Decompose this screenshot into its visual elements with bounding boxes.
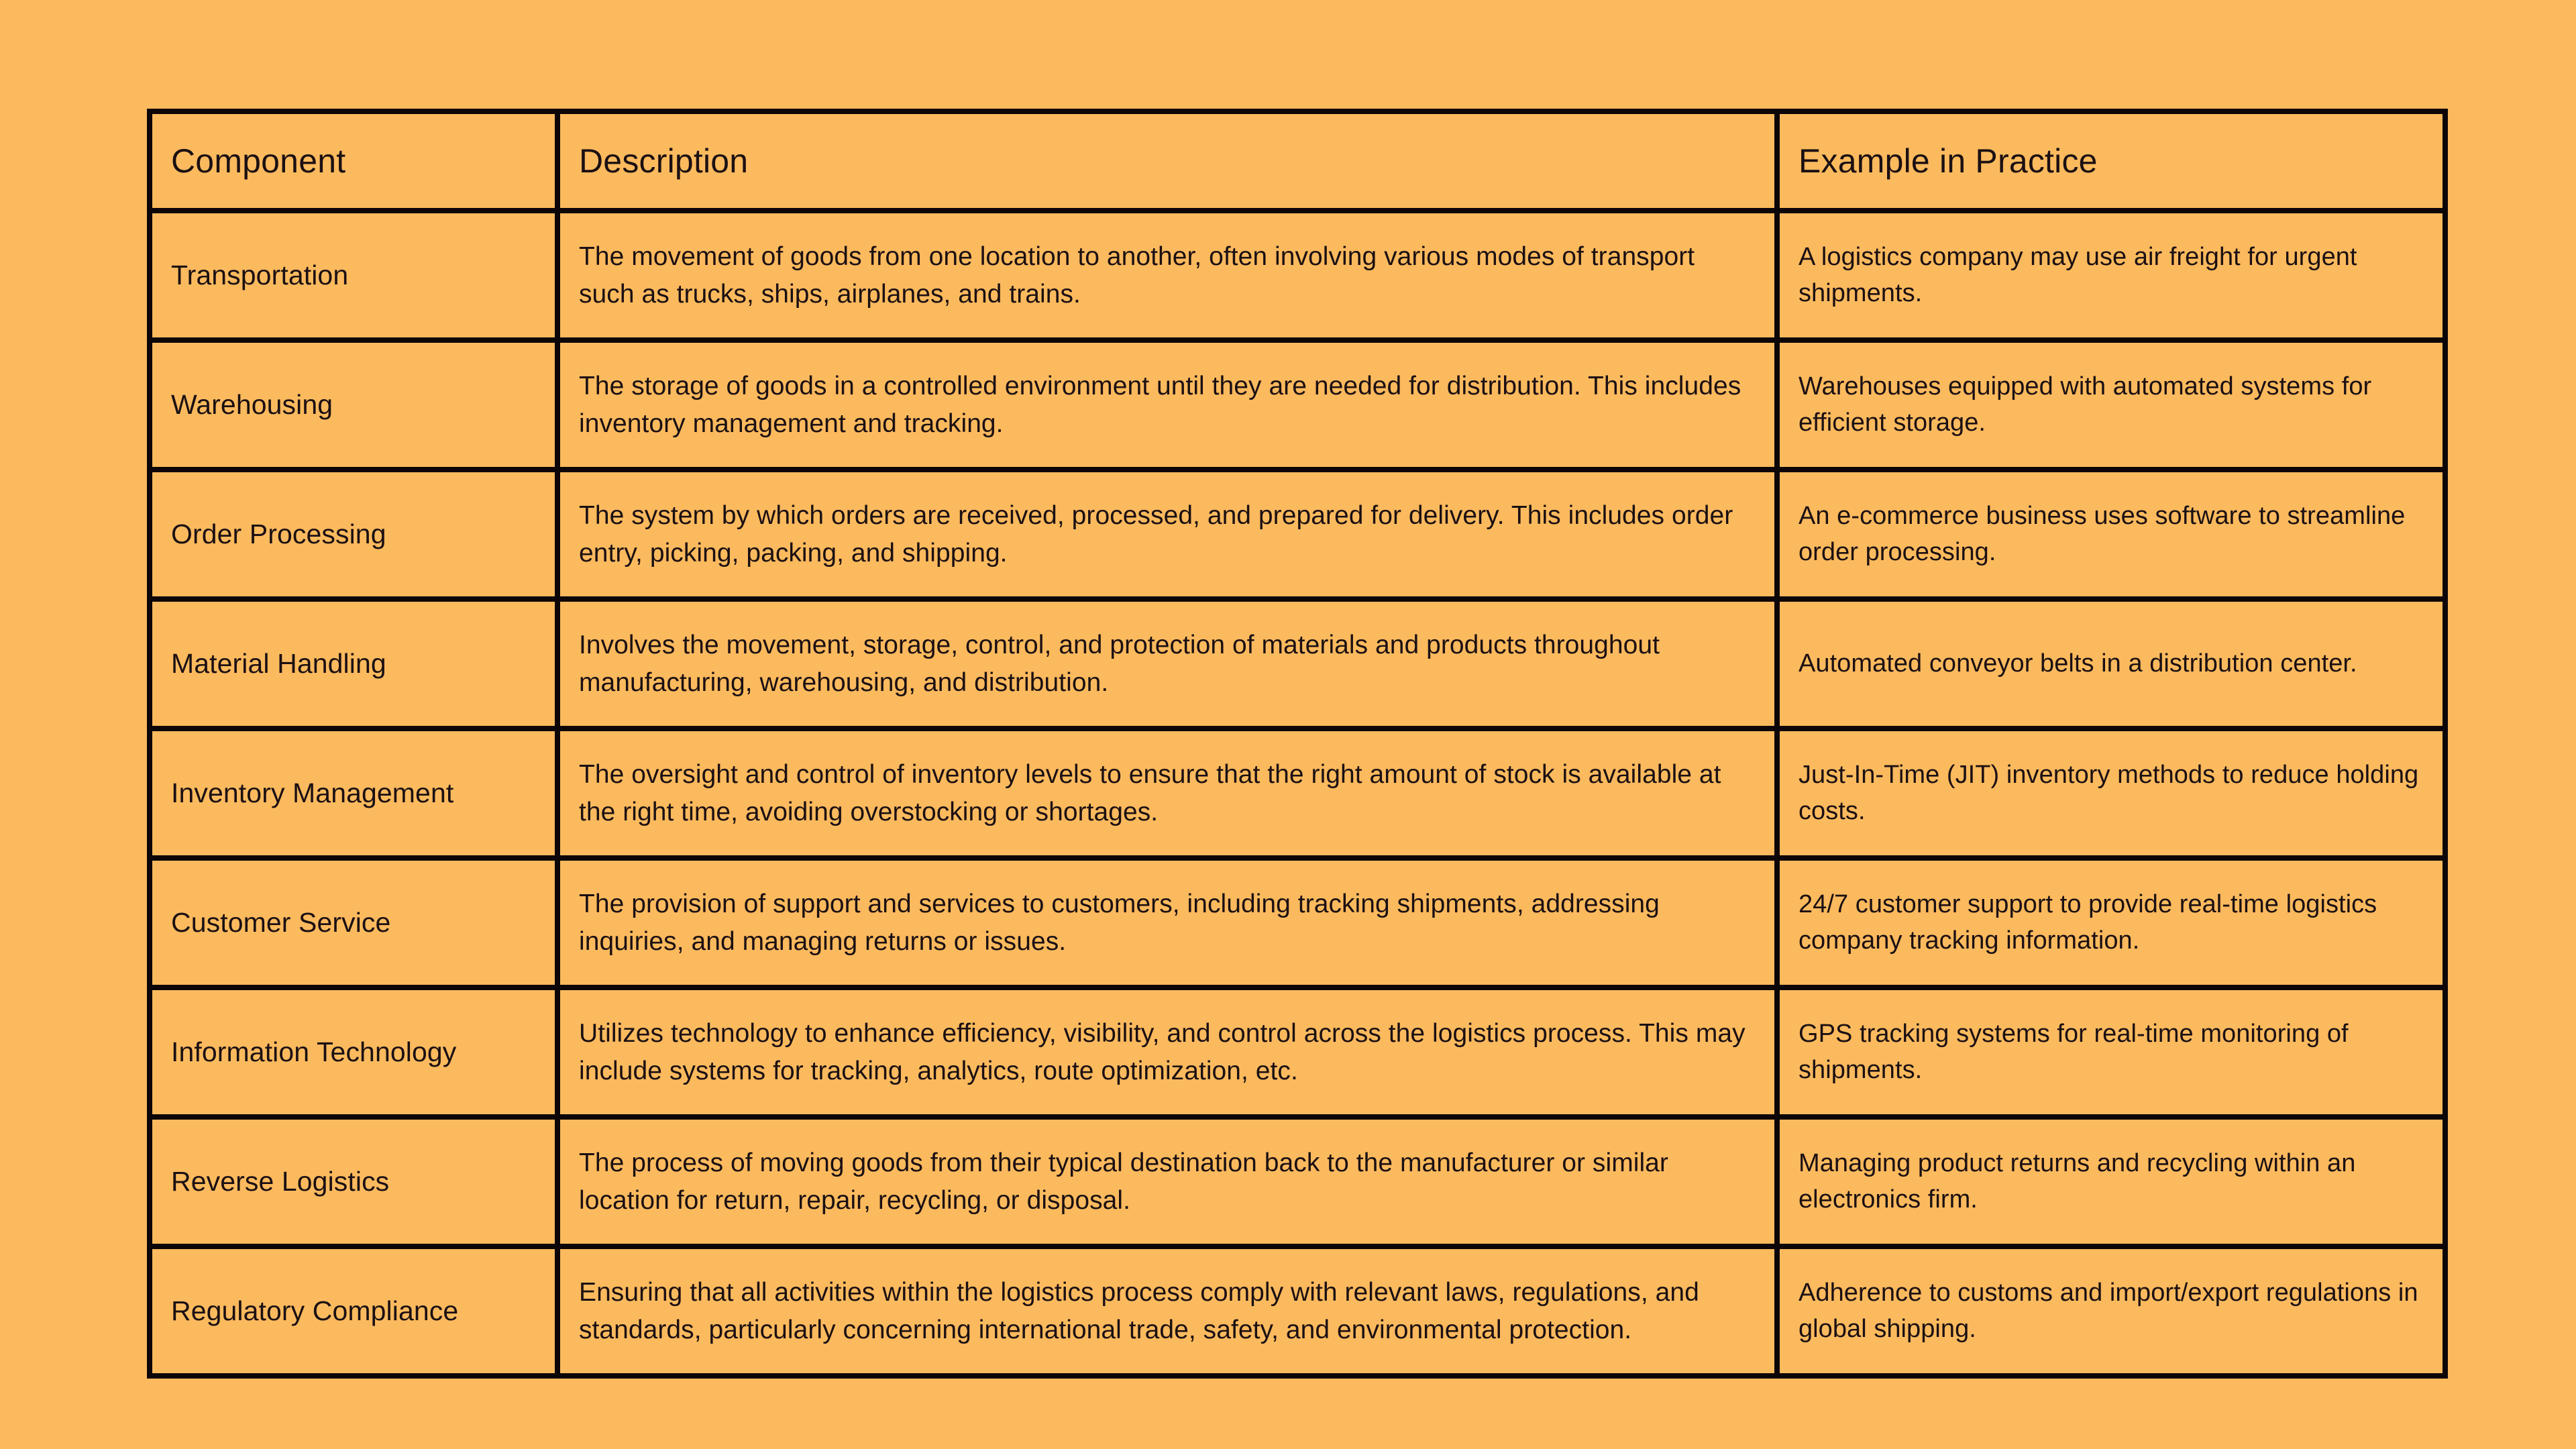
cell-example: Managing product returns and recycling within an electronics firm. bbox=[1777, 1117, 2445, 1246]
cell-component: Inventory Management bbox=[150, 729, 557, 858]
cell-component: Regulatory Compliance bbox=[150, 1246, 557, 1376]
table-row bbox=[150, 1246, 2445, 1376]
cell-component: Reverse Logistics bbox=[150, 1117, 557, 1246]
table-row bbox=[150, 599, 2445, 729]
cell-component: Information Technology bbox=[150, 987, 557, 1117]
cell-description: Involves the movement, storage, control, and protection of materials and products throughout manufacturing, warehousing, and distribution. bbox=[557, 599, 1777, 729]
table-row bbox=[150, 729, 2445, 858]
cell-example: Adherence to customs and import/export regulations in global shipping. bbox=[1777, 1246, 2445, 1376]
table-row bbox=[150, 211, 2445, 340]
table-body bbox=[150, 211, 2445, 1376]
column-header-component: Component bbox=[150, 111, 557, 211]
table-header-row bbox=[150, 111, 2445, 211]
cell-component: Transportation bbox=[150, 211, 557, 340]
cell-description: The provision of support and services to customers, including tracking shipments, addressing inquiries, and managing returns or issues. bbox=[557, 858, 1777, 987]
cell-example: Warehouses equipped with automated systems for efficient storage. bbox=[1777, 340, 2445, 470]
cell-description: The storage of goods in a controlled environment until they are needed for distribution. This includes inventory management and tracking. bbox=[557, 340, 1777, 470]
table-row bbox=[150, 340, 2445, 470]
cell-example: 24/7 customer support to provide real-time logistics company tracking information. bbox=[1777, 858, 2445, 987]
cell-example: An e-commerce business uses software to streamline order processing. bbox=[1777, 470, 2445, 599]
table-row bbox=[150, 858, 2445, 987]
logistics-components-table-container bbox=[147, 109, 2443, 1379]
cell-description: The process of moving goods from their typical destination back to the manufacturer or similar location for return, repair, recycling, or disposal. bbox=[557, 1117, 1777, 1246]
table-row bbox=[150, 470, 2445, 599]
logistics-components-table bbox=[147, 109, 2448, 1379]
cell-description: Utilizes technology to enhance efficiency, visibility, and control across the logistics process. This may include systems for tracking, analytics, route optimization, etc. bbox=[557, 987, 1777, 1117]
cell-description: The system by which orders are received, processed, and prepared for delivery. This includes order entry, picking, packing, and shipping. bbox=[557, 470, 1777, 599]
column-header-example-in-practice: Example in Practice bbox=[1777, 111, 2445, 211]
cell-component: Warehousing bbox=[150, 340, 557, 470]
column-header-description: Description bbox=[557, 111, 1777, 211]
cell-example: A logistics company may use air freight for urgent shipments. bbox=[1777, 211, 2445, 340]
cell-description: The oversight and control of inventory levels to ensure that the right amount of stock is available at the right time, avoiding overstocking or shortages. bbox=[557, 729, 1777, 858]
cell-description: The movement of goods from one location to another, often involving various modes of transport such as trucks, ships, airplanes, and trains. bbox=[557, 211, 1777, 340]
table-row bbox=[150, 987, 2445, 1117]
cell-example: Just-In-Time (JIT) inventory methods to reduce holding costs. bbox=[1777, 729, 2445, 858]
cell-example: GPS tracking systems for real-time monitoring of shipments. bbox=[1777, 987, 2445, 1117]
cell-description: Ensuring that all activities within the logistics process comply with relevant laws, regulations, and standards, particularly concerning international trade, safety, and environmental protection. bbox=[557, 1246, 1777, 1376]
cell-example: Automated conveyor belts in a distribution center. bbox=[1777, 599, 2445, 729]
cell-component: Order Processing bbox=[150, 470, 557, 599]
table-row bbox=[150, 1117, 2445, 1246]
cell-component: Customer Service bbox=[150, 858, 557, 987]
cell-component: Material Handling bbox=[150, 599, 557, 729]
table-header bbox=[150, 111, 2445, 211]
